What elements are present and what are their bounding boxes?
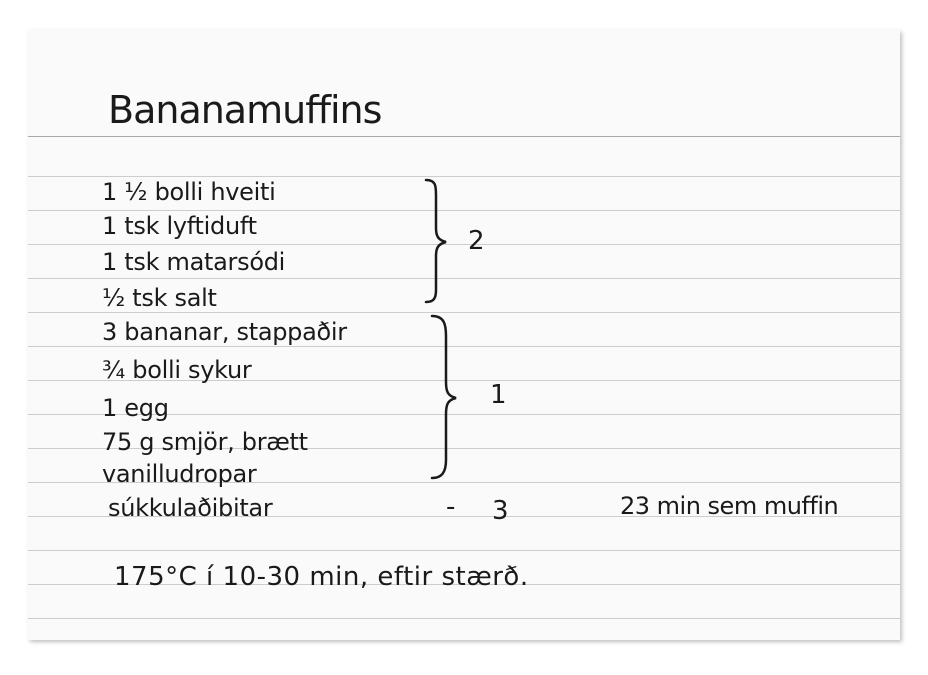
step-number: 1 — [490, 380, 507, 410]
ingredient-line: ¾ bolli sykur — [102, 356, 252, 384]
ingredient-line: vanilludropar — [102, 460, 257, 488]
ruled-line — [28, 278, 900, 279]
step-number: 2 — [468, 226, 485, 256]
ingredient-line: 1 egg — [102, 394, 169, 422]
group-brace-icon — [426, 312, 460, 482]
dash: - — [446, 492, 455, 522]
header-rule — [28, 136, 900, 137]
ruled-line — [28, 550, 900, 551]
ruled-line — [28, 312, 900, 313]
note-text: 23 min sem muffin — [620, 492, 839, 520]
recipe-card — [28, 30, 900, 640]
ruled-line — [28, 346, 900, 347]
ingredient-line: 3 bananar, stappaðir — [102, 318, 347, 346]
ingredient-line: súkkulaðibitar — [108, 494, 273, 522]
ingredient-line: 1 tsk matarsódi — [102, 248, 286, 276]
ruled-line — [28, 210, 900, 211]
recipe-title: Bananamuffins — [108, 88, 382, 132]
group-brace-icon — [420, 176, 450, 306]
ruled-line — [28, 244, 900, 245]
ruled-line — [28, 618, 900, 619]
ingredient-line: ½ tsk salt — [102, 284, 217, 312]
ingredient-line: 1 tsk lyftiduft — [102, 212, 257, 240]
ruled-line — [28, 176, 900, 177]
ingredient-line: 1 ½ bolli hveiti — [102, 178, 276, 206]
ingredient-line: 75 g smjör, brætt — [102, 428, 308, 456]
baking-instruction: 175°C í 10-30 min, eftir stærð. — [114, 562, 529, 592]
step-number: 3 — [492, 496, 509, 526]
